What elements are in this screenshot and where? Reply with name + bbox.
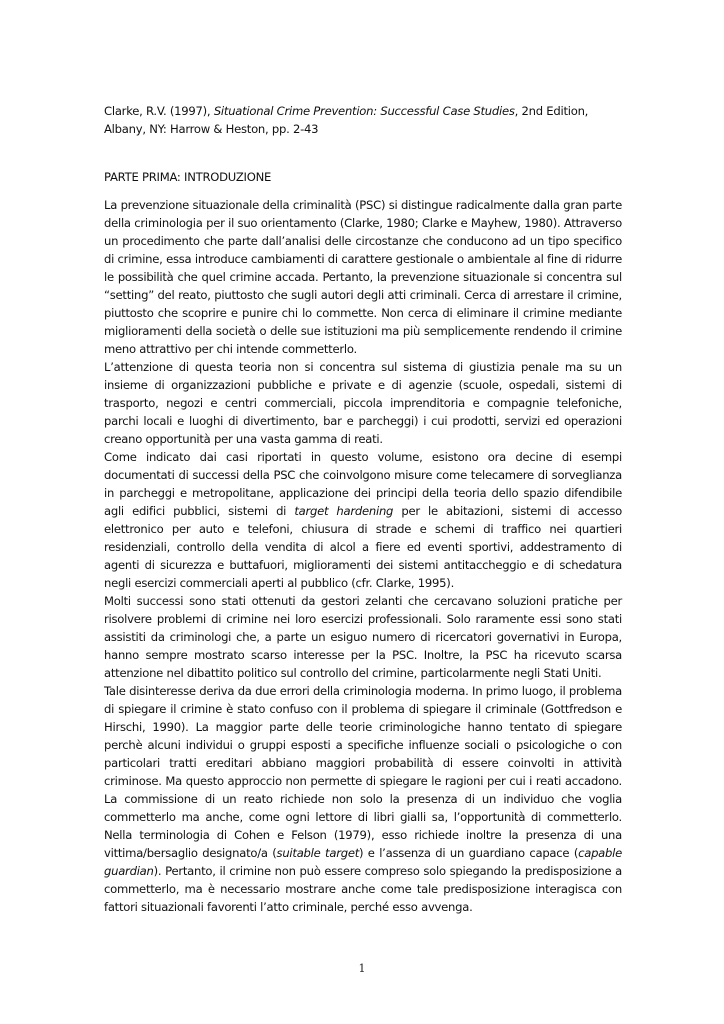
paragraph-1: La prevenzione situazionale della criminalità (PSC) si distingue radicalmente dalla gran parte della criminologia per il suo orientamento (Clarke, 1980; Clarke e Mayhew, 1980). Attraverso un procedimento che parte dall’analisi delle circostanze che conducono ad un tipo specifico di crimine, essa introduce cambiamenti di carattere gestionale o ambientale al fine di ridurre le possibilità che quel crimine accada. Pertanto, la prevenzione situazionale si concentra sul “setting” del reato, piuttosto che sugli autori degli atti criminali. Cerca di arrestare il crimine, piuttosto che scoprire e punire chi lo commette. Non cerca di eliminare il crimine mediante miglioramenti della società o delle sue istituzioni ma più semplicemente rendendo il crimine meno attrattivo per chi intende commetterlo.: [104, 198, 622, 356]
paragraph-3: [104, 448, 622, 592]
page-content: [104, 102, 622, 916]
citation-authors: Clarke, R.V. (1997),: [104, 104, 214, 118]
paragraph-5-text-before: Tale disinteresse deriva da due errori della criminologia moderna. In primo luogo, il problema di spiegare il crimine è stato confuso con il problema di spiegare il criminale (Gottfredson e Hirschi, 1990). La maggior parte delle teorie criminologiche hanno tentato di spiegare perchè alcuni individui o gruppi esposti a specifiche influenze sociali o psicologiche o con particolari tratti ereditari abbiano maggiori probabilità di essere coinvolti in attività criminose. Ma questo approccio non permette di spiegare le ragioni per cui i reati accadono. La commissione di un reato richiede non solo la presenza di un individuo che voglia commetterlo ma anche, come ogni lettore di libri gialli sa, l’opportunità di commetterlo. Nella terminologia di Cohen e Felson (1979), esso richiede inoltre la presenza di una vittima/bersaglio designato/a (: [104, 684, 622, 860]
citation-book-title: Situational Crime Prevention: Successful Case Studies: [213, 104, 515, 118]
term-capable-guardian: capable guardian: [104, 846, 622, 878]
bibliographic-citation: [104, 102, 622, 138]
section-title: PARTE PRIMA: INTRODUZIONE: [104, 170, 272, 184]
paragraph-4: Molti successi sono stati ottenuti da gestori zelanti che cercavano soluzioni pratiche per risolvere problemi di crimine nei loro esercizi professionali. Solo raramente essi sono stati assistiti da criminologi che, a parte un esiguo numero di ricercatori governativi in Europa, hanno sempre mostrato scarso interesse per la PSC. Inoltre, la PSC ha ricevuto scarsa attenzione nel dibattito politico sul controllo del crimine, particolarmente negli Stati Uniti.: [104, 594, 622, 680]
page-number: 1: [358, 962, 366, 975]
term-suitable-target: suitable target: [276, 846, 359, 860]
paragraph-5: [104, 682, 622, 916]
paragraph-2: L’attenzione di questa teoria non si concentra sul sistema di giustizia penale ma su un insieme di organizzazioni pubbliche e private e di agenzie (scuole, ospedali, sistemi di trasporto, negozi e centri commerciali, piccola imprenditoria e compagnie telefoniche, parchi locali e luoghi di divertimento, bar e parcheggi) i cui prodotti, servizi ed operazioni creano opportunità per una vasta gamma di reati.: [104, 360, 622, 446]
paragraph-5-text-middle: ) e l’assenza di un guardiano capace (: [359, 846, 579, 860]
term-target-hardening: target hardening: [294, 504, 394, 518]
paragraph-3-text-before: Come indicato dai casi riportati in questo volume, esistono ora decine di esempi documentati di successi della PSC che coinvolgono misure come telecamere di sorveglianza in parcheggi e metropolitane, applicazione dei principi della teoria dello spazio difendibile agli edifici pubblici, sistemi di: [104, 450, 622, 518]
citation-publication-info: , 2nd Edition, Albany, NY: Harrow & Heston, pp. 2-43: [104, 104, 589, 136]
paragraph-3-text-after: per le abitazioni, sistemi di accesso elettronico per auto e telefoni, chiusura di strade e schemi di traffico nei quartieri residenziali, controllo della vendita di alcol a fiere ed eventi sportivi, addestramento di agenti di sicurezza e buttafuori, miglioramenti dei sistemi antitaccheggio e di schedatura negli esercizi commerciali aperti al pubblico (cfr. Clarke, 1995).: [104, 504, 622, 590]
paragraph-5-text-after: ). Pertanto, il crimine non può essere compreso solo spiegando la predisposizione a commetterlo, ma è necessario mostrare anche come tale predisposizione interagisca con fattori situazionali favorenti l’atto criminale, perché esso avvenga.: [104, 864, 622, 914]
